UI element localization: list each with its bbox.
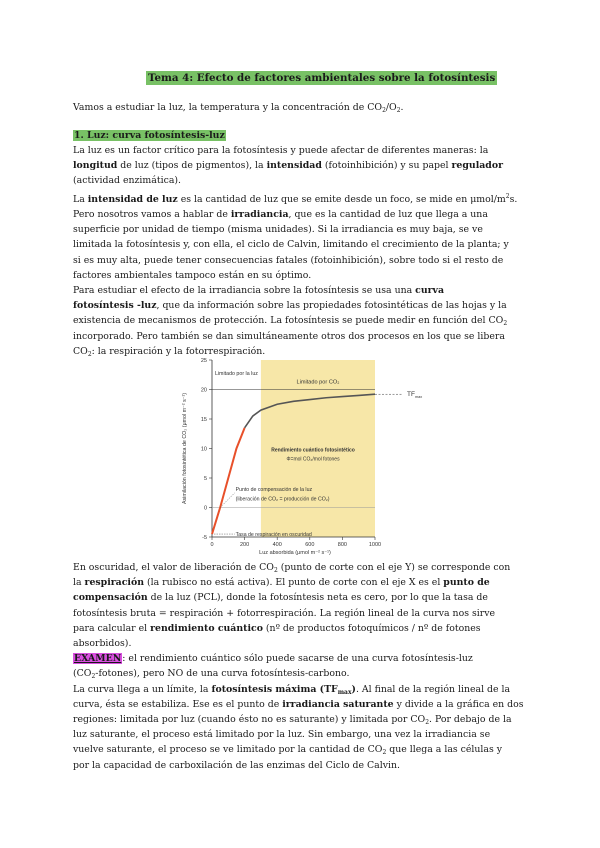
tfmax-subscript: max <box>415 395 423 400</box>
page-title: Tema 4: Efecto de factores ambientales sobre la fotosíntesis <box>148 72 496 84</box>
y-tick-label: 10 <box>200 446 207 453</box>
y-tick-label: 0 <box>203 505 207 512</box>
compensation-note: (liberación de CO₂ = producción de CO₂) <box>235 496 330 503</box>
y-tick-label: 20 <box>200 387 207 394</box>
y-tick-label: -5 <box>202 535 207 541</box>
y-axis-label: Asimilación fotosintética de CO₂ (μmol m⁻² s⁻¹) <box>182 392 188 505</box>
quantum-yield-label: Rendimiento cuántico fotosintético <box>271 447 355 454</box>
photosynthesis-light-curve-chart <box>170 352 440 557</box>
section-heading: 1. Luz: curva fotosíntesis-luz <box>74 130 225 141</box>
intro-paragraph: Vamos a estudiar la luz, la temperatura y la concentración de $CO_2/O_2$. <box>73 102 404 114</box>
x-tick-label: 200 <box>240 542 250 548</box>
x-tick-label: 600 <box>305 542 315 548</box>
quantum-yield-formula: Φ=mol CO₂/mol fotones <box>286 456 340 463</box>
y-tick-label: 25 <box>200 358 207 364</box>
y-tick-label: 5 <box>203 476 207 482</box>
light-limited-label: Limitado por la luz <box>214 370 258 377</box>
x-tick-label: 800 <box>337 542 347 548</box>
x-axis-label: Luz absorbida (μmol m⁻² s⁻¹) <box>259 550 331 556</box>
y-tick-label: 15 <box>200 417 207 423</box>
paragraph-light: La luz es un factor crítico para la fotosíntesis y puede afectar de diferentes maneras: la longitud de luz (tipos de pigmentos), la intensidad (fotoinhibición) y su papel regulador (actividad enzimática). La intensidad de luz es la cantidad de luz que se emite desde un foco, se mide en μmol/$m^2s$. Pero nosotros vamos a hablar de irradiancia, que es la cantidad de luz que llega a una superficie por unidad de tiempo (misma unidades). Si la irradiancia es muy baja, se ve limitada la fotosíntesis y, con ella, el ciclo de Calvin, limitando el crecimiento de la planta; y si es muy alta, puede tener consecuencias fatales (fotoinhibición), sobre todo si el resto de factores ambientales tampoco están en su óptimo. Para estudiar el efecto de la irradiancia sobre la fotosíntesis se usa una curva fotosíntesis -luz, que da información sobre las propiedades fotosintéticas de las hojas y la existencia de mecanismos de protección. La fotosíntesis se puede medir en función del $CO_2$ incorporado. Pero también se dan simultáneamente otros dos procesos en los que se libera $CO_2$: la respiración y la fotorrespiración. <box>73 145 518 358</box>
paragraph-curve-explanation: En oscuridad, el valor de liberación de $CO_2$ (punto de corte con el eje Y) se corresponde con la respiración (la rubisco no está activa). El punto de corte con el eje X es el punto de compensación de la luz (PCL), donde la fotosíntesis neta es cero, por lo que la tasa de fotosíntesis bruta = respiración + fotorrespiración. La región lineal de la curva nos sirve para calcular el rendimiento cuántico (nº de productos fotoquímicos / nº de fotones absorbidos). EXAMEN: el rendimiento cuántico sólo puede sacarse de una curva fotosíntesis-luz $(CO_2-fotones)$, pero NO de una curva fotosíntesis-carbono. La curva llega a un límite, la fotosíntesis máxima $(TF_{max})$. Al final de la región lineal de la curva, ésta se estabiliza. Ese es el punto de irradiancia saturante y divide a la gráfica en dos regiones: limitada por luz (cuando ésto no es saturante) y limitada por $CO_2$. Por debajo de la luz saturante, el proceso está limitado por la luz. Sin embargo, una vez la irradiancia se vuelve saturante, el proceso se ve limitado por la cantidad de $CO_2$ que llega a las células y por la capacidad de carboxilación de las enzimas del Ciclo de Calvin. <box>73 562 524 771</box>
dark-respiration-label: Tasa de respiración en oscuridad <box>235 532 312 539</box>
compensation-label: Punto de compensación de la luz <box>235 486 313 493</box>
x-tick-label: 400 <box>272 542 282 548</box>
x-tick-label: 1000 <box>368 542 382 548</box>
tfmax-label: TF <box>407 391 415 399</box>
x-tick-label: 0 <box>210 542 214 548</box>
exam-label: EXAMEN <box>74 653 122 665</box>
linear-region-line <box>212 428 245 534</box>
co2-limited-label: Limitado por CO₂ <box>296 379 340 386</box>
